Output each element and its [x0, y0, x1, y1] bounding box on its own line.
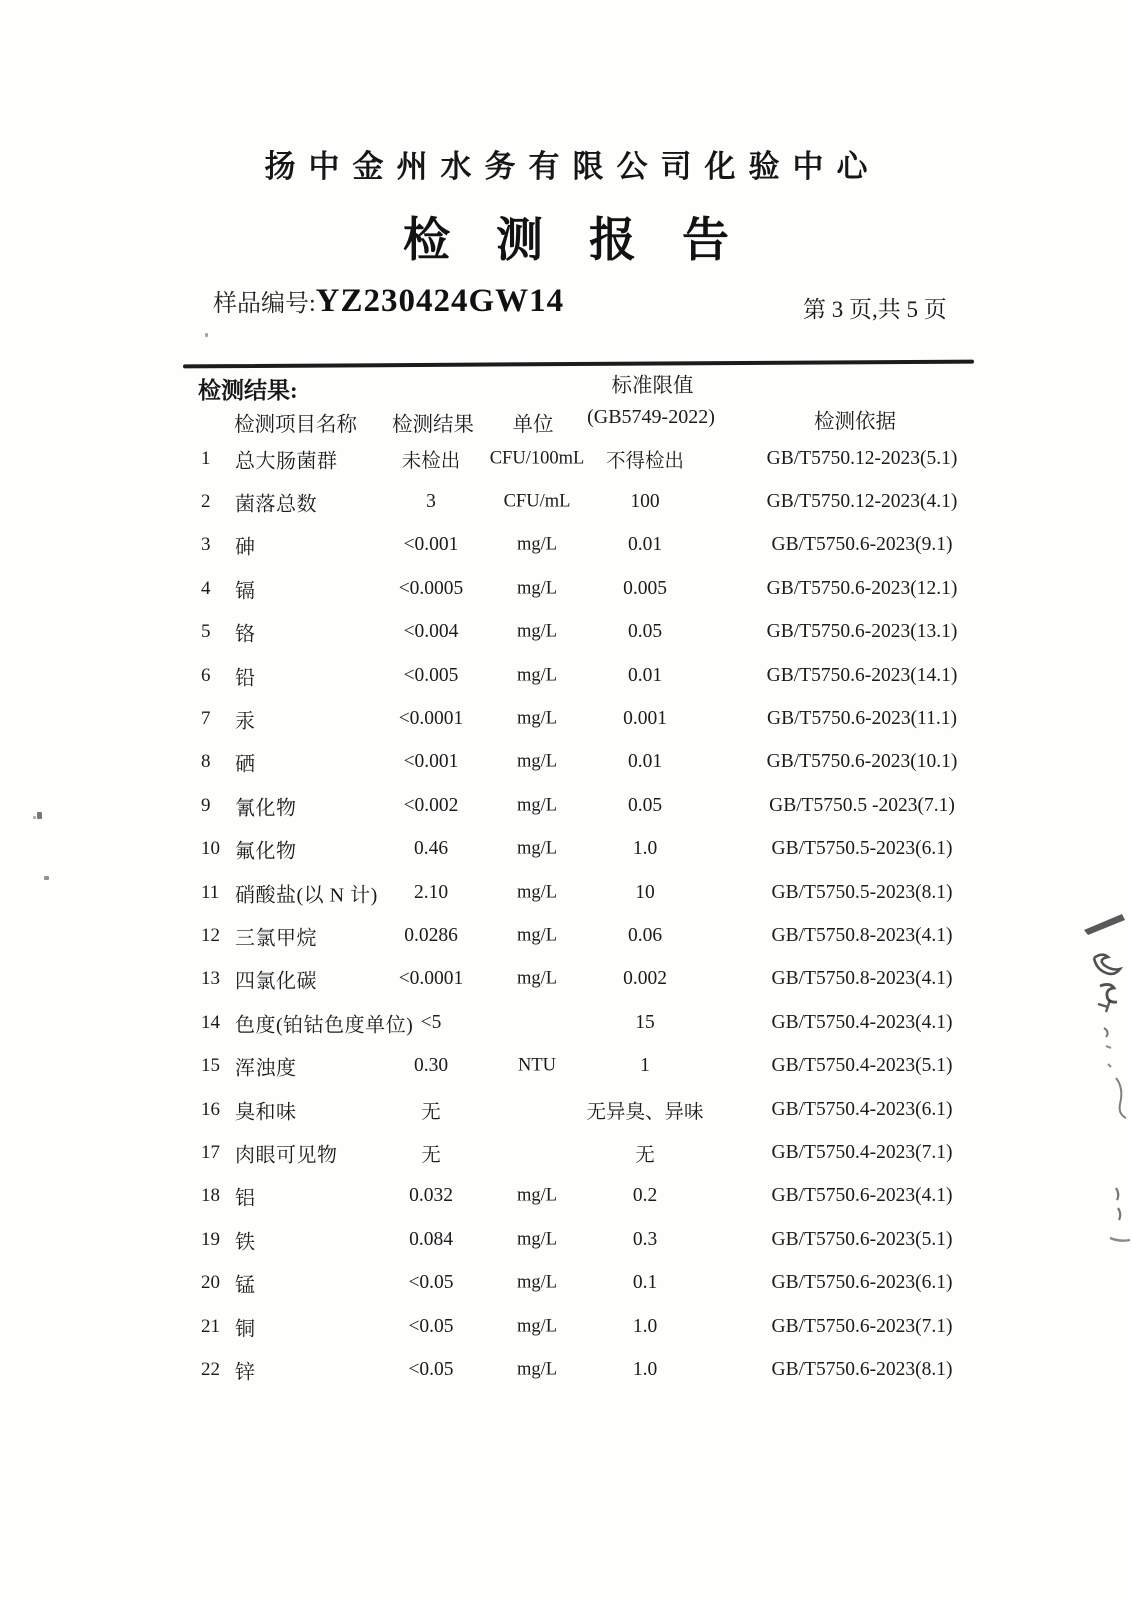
- row-result: <0.05: [408, 1358, 454, 1380]
- table-row: [185, 1305, 975, 1348]
- row-result: 无: [421, 1144, 441, 1166]
- table-row: [185, 741, 975, 784]
- row-limit: 1: [640, 1055, 650, 1077]
- row-item-name: 锰: [235, 1274, 256, 1297]
- sample-number-value: YZ230424GW14: [315, 283, 565, 319]
- row-unit: mg/L: [516, 1185, 558, 1206]
- row-result: <5: [420, 1011, 442, 1033]
- row-item-name: 菌落总数: [235, 493, 317, 516]
- row-unit: mg/L: [516, 708, 558, 729]
- org-title: 扬中金州水务有限公司化验中心: [264, 149, 881, 184]
- row-unit: mg/L: [516, 925, 558, 946]
- row-result: 0.032: [409, 1185, 453, 1207]
- table-row: [185, 1261, 975, 1304]
- row-number: 13: [201, 968, 220, 990]
- row-item-name: 铅: [235, 667, 256, 690]
- row-number: 5: [201, 621, 211, 643]
- row-limit: 0.2: [632, 1185, 658, 1207]
- row-result: 无: [421, 1101, 441, 1123]
- row-unit: mg/L: [516, 751, 558, 772]
- row-result: <0.0001: [398, 708, 464, 730]
- row-basis: GB/T5750.6-2023(10.1): [766, 751, 958, 773]
- column-header-limit-title: 标准限值: [611, 375, 694, 397]
- scan-smudge-marks: [1070, 900, 1132, 1260]
- table-row: [185, 1218, 975, 1261]
- row-result: <0.05: [408, 1272, 454, 1294]
- row-result: 0.46: [413, 838, 449, 860]
- row-number: 9: [201, 794, 211, 816]
- table-row: [185, 1175, 975, 1218]
- row-unit: mg/L: [516, 621, 558, 642]
- row-item-name: 硒: [235, 753, 256, 776]
- row-unit: CFU/mL: [503, 491, 571, 512]
- row-basis: GB/T5750.12-2023(4.1): [766, 491, 958, 513]
- row-number: 14: [201, 1011, 220, 1033]
- column-header-basis: 检测依据: [814, 411, 896, 433]
- row-item-name: 肉眼可见物: [235, 1144, 338, 1167]
- row-result: <0.002: [403, 794, 459, 816]
- row-number: 19: [201, 1228, 220, 1250]
- table-row: [185, 871, 975, 914]
- row-basis: GB/T5750.4-2023(6.1): [771, 1098, 953, 1120]
- row-item-name: 汞: [235, 710, 256, 733]
- row-basis: GB/T5750.6-2023(13.1): [766, 621, 958, 643]
- row-limit: 0.002: [623, 968, 667, 990]
- row-item-name: 氟化物: [235, 840, 297, 863]
- row-result: <0.005: [403, 664, 459, 686]
- results-section-label: 检测结果:: [198, 378, 298, 403]
- row-limit: 0.3: [632, 1228, 658, 1250]
- sample-number-label: 样品编号:: [213, 291, 316, 317]
- row-result: <0.0001: [398, 968, 464, 990]
- row-item-name: 四氯化碳: [235, 970, 317, 993]
- row-basis: GB/T5750.12-2023(5.1): [766, 447, 958, 469]
- row-limit: 无: [635, 1144, 655, 1166]
- table-row: [185, 697, 975, 740]
- table-row: [185, 1088, 975, 1131]
- column-header-limit-standard: (GB5749-2022): [587, 406, 715, 428]
- row-unit: mg/L: [516, 795, 558, 816]
- table-row: [185, 1131, 975, 1174]
- table-row: [185, 1001, 975, 1044]
- row-basis: GB/T5750.4-2023(7.1): [771, 1141, 953, 1163]
- row-limit: 0.01: [627, 751, 663, 773]
- row-result: 0.084: [409, 1228, 453, 1250]
- row-basis: GB/T5750.5-2023(6.1): [771, 838, 953, 860]
- row-item-name: 砷: [235, 536, 256, 559]
- row-result: 3: [426, 491, 436, 513]
- row-result: 2.10: [413, 881, 449, 903]
- row-item-name: 铝: [235, 1187, 256, 1210]
- sample-number-row: [213, 283, 564, 320]
- table-row: [185, 958, 975, 1001]
- row-number: 3: [201, 534, 211, 556]
- table-row: [185, 828, 975, 871]
- row-item-name: 色度(铂钴色度单位): [235, 1014, 414, 1037]
- row-unit: mg/L: [516, 838, 558, 859]
- row-limit: 1.0: [632, 1315, 658, 1337]
- row-item-name: 锌: [235, 1361, 256, 1384]
- row-limit: 0.01: [627, 534, 663, 556]
- row-result: <0.001: [403, 534, 459, 556]
- row-unit: mg/L: [516, 578, 558, 599]
- scan-speck: [205, 333, 208, 337]
- row-unit: mg/L: [516, 1359, 558, 1380]
- row-item-name: 硝酸盐(以 N 计): [235, 884, 378, 907]
- scan-speck: [33, 816, 36, 819]
- row-number: 8: [201, 751, 211, 773]
- row-limit: 不得检出: [605, 450, 684, 472]
- row-limit: 100: [630, 491, 660, 513]
- row-limit: 0.01: [627, 664, 663, 686]
- scan-speck: [44, 876, 49, 880]
- row-basis: GB/T5750.8-2023(4.1): [771, 968, 953, 990]
- table-row: [185, 480, 975, 523]
- row-item-name: 铜: [235, 1318, 256, 1340]
- row-unit: mg/L: [516, 1229, 558, 1250]
- row-limit: 0.1: [632, 1272, 658, 1294]
- column-header-unit: 单位: [512, 414, 554, 436]
- row-basis: GB/T5750.6-2023(4.1): [771, 1185, 953, 1207]
- table-row: [185, 437, 975, 480]
- row-basis: GB/T5750.6-2023(11.1): [767, 708, 957, 730]
- row-item-name: 镉: [235, 580, 256, 603]
- row-number: 12: [201, 924, 220, 946]
- row-limit: 0.05: [627, 794, 663, 816]
- row-basis: GB/T5750.6-2023(12.1): [766, 577, 958, 599]
- row-item-name: 三氯甲烷: [235, 927, 317, 950]
- row-limit: 15: [635, 1011, 655, 1033]
- row-result: <0.001: [403, 751, 459, 773]
- results-table: [185, 437, 975, 1392]
- row-number: 2: [201, 491, 211, 513]
- page-indicator: 第 3 页,共 5 页: [803, 297, 947, 322]
- table-row: [185, 567, 975, 610]
- row-unit: mg/L: [516, 882, 558, 903]
- row-basis: GB/T5750.6-2023(6.1): [771, 1272, 953, 1294]
- row-basis: GB/T5750.5-2023(8.1): [771, 881, 953, 903]
- row-basis: GB/T5750.6-2023(9.1): [771, 534, 953, 556]
- table-row: [185, 1348, 975, 1391]
- table-row: [185, 611, 975, 654]
- row-item-name: 铬: [235, 623, 256, 646]
- table-row: [185, 524, 975, 567]
- row-limit: 0.001: [623, 708, 667, 730]
- row-number: 4: [201, 577, 211, 599]
- row-number: 21: [201, 1315, 220, 1337]
- row-item-name: 氰化物: [235, 797, 297, 820]
- row-number: 17: [201, 1141, 220, 1163]
- row-number: 22: [201, 1358, 220, 1380]
- row-item-name: 铁: [235, 1231, 256, 1254]
- row-result: 未检出: [401, 450, 461, 472]
- row-result: 0.30: [413, 1055, 449, 1077]
- row-item-name: 浑浊度: [235, 1057, 297, 1080]
- row-unit: mg/L: [516, 665, 558, 686]
- row-basis: GB/T5750.8-2023(4.1): [771, 924, 953, 946]
- row-number: 10: [201, 838, 220, 860]
- row-basis: GB/T5750.5 -2023(7.1): [769, 794, 955, 816]
- row-number: 18: [201, 1185, 220, 1207]
- row-result: <0.05: [408, 1315, 454, 1337]
- row-unit: CFU/100mL: [489, 448, 585, 469]
- row-limit: 1.0: [632, 1358, 658, 1380]
- table-row: [185, 1044, 975, 1087]
- row-basis: GB/T5750.6-2023(8.1): [771, 1358, 953, 1380]
- row-unit: mg/L: [516, 1272, 558, 1293]
- row-number: 15: [201, 1055, 220, 1077]
- row-basis: GB/T5750.4-2023(4.1): [771, 1011, 953, 1033]
- row-basis: GB/T5750.6-2023(14.1): [766, 664, 958, 686]
- row-basis: GB/T5750.6-2023(7.1): [771, 1315, 953, 1337]
- row-item-name: 总大肠菌群: [235, 450, 338, 473]
- row-unit: NTU: [517, 1055, 557, 1076]
- row-limit: 无异臭、异味: [586, 1101, 704, 1123]
- row-number: 20: [201, 1272, 220, 1294]
- column-header-item: 检测项目名称: [234, 414, 357, 436]
- row-basis: GB/T5750.4-2023(5.1): [771, 1055, 953, 1077]
- row-result: 0.0286: [404, 924, 458, 946]
- column-header-result: 检测结果: [392, 414, 474, 436]
- row-number: 7: [201, 708, 211, 730]
- row-unit: mg/L: [516, 1316, 558, 1336]
- row-item-name: 臭和味: [235, 1101, 297, 1124]
- row-result: <0.004: [403, 621, 459, 643]
- row-number: 1: [201, 447, 211, 469]
- row-number: 16: [201, 1098, 220, 1120]
- row-limit: 0.05: [627, 621, 663, 643]
- row-result: <0.0005: [398, 577, 464, 599]
- row-limit: 10: [635, 881, 655, 903]
- table-row: [185, 914, 975, 957]
- row-limit: 0.005: [623, 577, 667, 599]
- row-basis: GB/T5750.6-2023(5.1): [771, 1228, 953, 1250]
- scan-speck: [37, 812, 42, 819]
- row-number: 6: [201, 664, 211, 686]
- row-unit: mg/L: [516, 534, 558, 555]
- row-limit: 1.0: [632, 838, 658, 860]
- table-row: [185, 654, 975, 697]
- table-row: [185, 784, 975, 827]
- row-number: 11: [201, 881, 220, 903]
- row-limit: 0.06: [627, 924, 663, 946]
- report-title: 检测报告: [403, 215, 775, 267]
- row-unit: mg/L: [516, 968, 558, 989]
